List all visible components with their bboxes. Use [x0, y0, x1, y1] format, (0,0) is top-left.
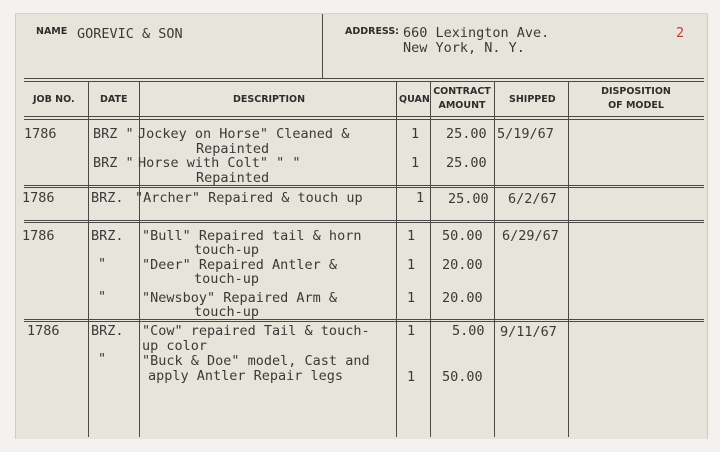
entry-shipped: 6/2/67 — [508, 191, 557, 207]
entry-quan: 1 — [411, 126, 420, 142]
entry-date: BRZ " — [93, 126, 134, 142]
entry-quan: 1 — [407, 369, 416, 385]
entry-amount: 50.00 — [442, 228, 483, 244]
header-divider — [322, 14, 323, 78]
entry-description-cont: Repainted — [196, 141, 270, 157]
col-date: DATE — [100, 94, 128, 105]
header-rule-bottom-2 — [24, 119, 704, 120]
header-rule-bottom — [24, 116, 704, 117]
index-card — [15, 13, 708, 439]
col-of-model: OF MODEL — [608, 100, 664, 111]
entry-description: "Deer" Repaired Antler & — [142, 257, 338, 273]
entry-quan: 1 — [411, 155, 420, 171]
entry-quan: 1 — [407, 290, 416, 306]
entry-amount: 25.00 — [446, 126, 487, 142]
entry-date: BRZ. — [91, 323, 124, 339]
entry-description-cont: touch-up — [194, 271, 260, 287]
entry-rule-3 — [24, 319, 704, 320]
entry-amount: 5.00 — [452, 323, 485, 339]
col-line-date — [88, 82, 89, 437]
entry-description: Jockey on Horse" Cleaned & — [138, 126, 350, 142]
col-job-no: JOB NO. — [33, 94, 75, 105]
col-line-disposition — [568, 82, 569, 437]
entry-quan: 1 — [407, 228, 416, 244]
entry-description: Horse with Colt" " " — [138, 155, 301, 171]
entry-date: " — [98, 351, 107, 367]
entry-description: "Buck & Doe" model, Cast and — [142, 353, 370, 369]
entry-description: "Cow" repaired Tail & touch- — [142, 323, 370, 339]
entry-rule-1 — [24, 185, 704, 186]
entry-rule-3b — [24, 321, 704, 322]
col-disposition: DISPOSITION — [601, 86, 671, 97]
header-rule-top-2 — [24, 81, 704, 82]
entry-amount: 25.00 — [446, 155, 487, 171]
entry-description: "Bull" Repaired tail & horn — [142, 228, 362, 244]
entry-job: 1786 — [22, 190, 55, 206]
col-line-shipped — [494, 82, 495, 437]
col-shipped: SHIPPED — [509, 94, 556, 105]
name-label: NAME — [36, 26, 68, 37]
entry-description-cont: up color — [142, 338, 208, 354]
entry-quan: 1 — [407, 323, 416, 339]
entry-amount: 20.00 — [442, 290, 483, 306]
col-amount: AMOUNT — [438, 100, 486, 111]
entry-description: "Newsboy" Repaired Arm & — [142, 290, 338, 306]
entry-amount: 25.00 — [448, 191, 489, 207]
address-label: ADDRESS: — [345, 26, 399, 37]
col-line-contract — [430, 82, 431, 437]
entry-description-cont: apply Antler Repair legs — [148, 368, 344, 384]
entry-quan: 1 — [416, 190, 425, 206]
entry-quan: 1 — [407, 257, 416, 273]
entry-job: 1786 — [22, 228, 55, 244]
card-number: 2 — [676, 25, 685, 41]
entry-job: 1786 — [24, 126, 57, 142]
entry-date: " — [98, 289, 107, 305]
entry-job: 1786 — [27, 323, 60, 339]
entry-amount: 20.00 — [442, 257, 483, 273]
entry-description-cont: Repainted — [196, 170, 270, 186]
col-description: DESCRIPTION — [233, 94, 306, 105]
entry-rule-2 — [24, 220, 704, 221]
entry-shipped: 6/29/67 — [502, 228, 559, 244]
col-contract: CONTRACT — [433, 86, 491, 97]
col-line-quan — [396, 82, 397, 437]
name-value: GOREVIC & SON — [77, 26, 183, 42]
header-rule-top — [24, 78, 704, 79]
entry-description-cont: touch-up — [194, 304, 260, 320]
entry-date: BRZ. — [91, 228, 124, 244]
entry-shipped: 5/19/67 — [497, 126, 554, 142]
entry-shipped: 9/11/67 — [500, 324, 557, 340]
entry-amount: 50.00 — [442, 369, 483, 385]
entry-date: BRZ " — [93, 155, 134, 171]
entry-description-cont: touch-up — [194, 242, 260, 258]
entry-rule-2b — [24, 222, 704, 223]
address-line-1: 660 Lexington Ave. — [403, 25, 550, 41]
entry-date: BRZ. — [91, 190, 124, 206]
entry-date: " — [98, 256, 107, 272]
entry-rule-1b — [24, 187, 704, 188]
entry-description: "Archer" Repaired & touch up — [135, 190, 363, 206]
col-quan: QUAN — [399, 94, 430, 105]
address-line-2: New York, N. Y. — [403, 40, 525, 56]
